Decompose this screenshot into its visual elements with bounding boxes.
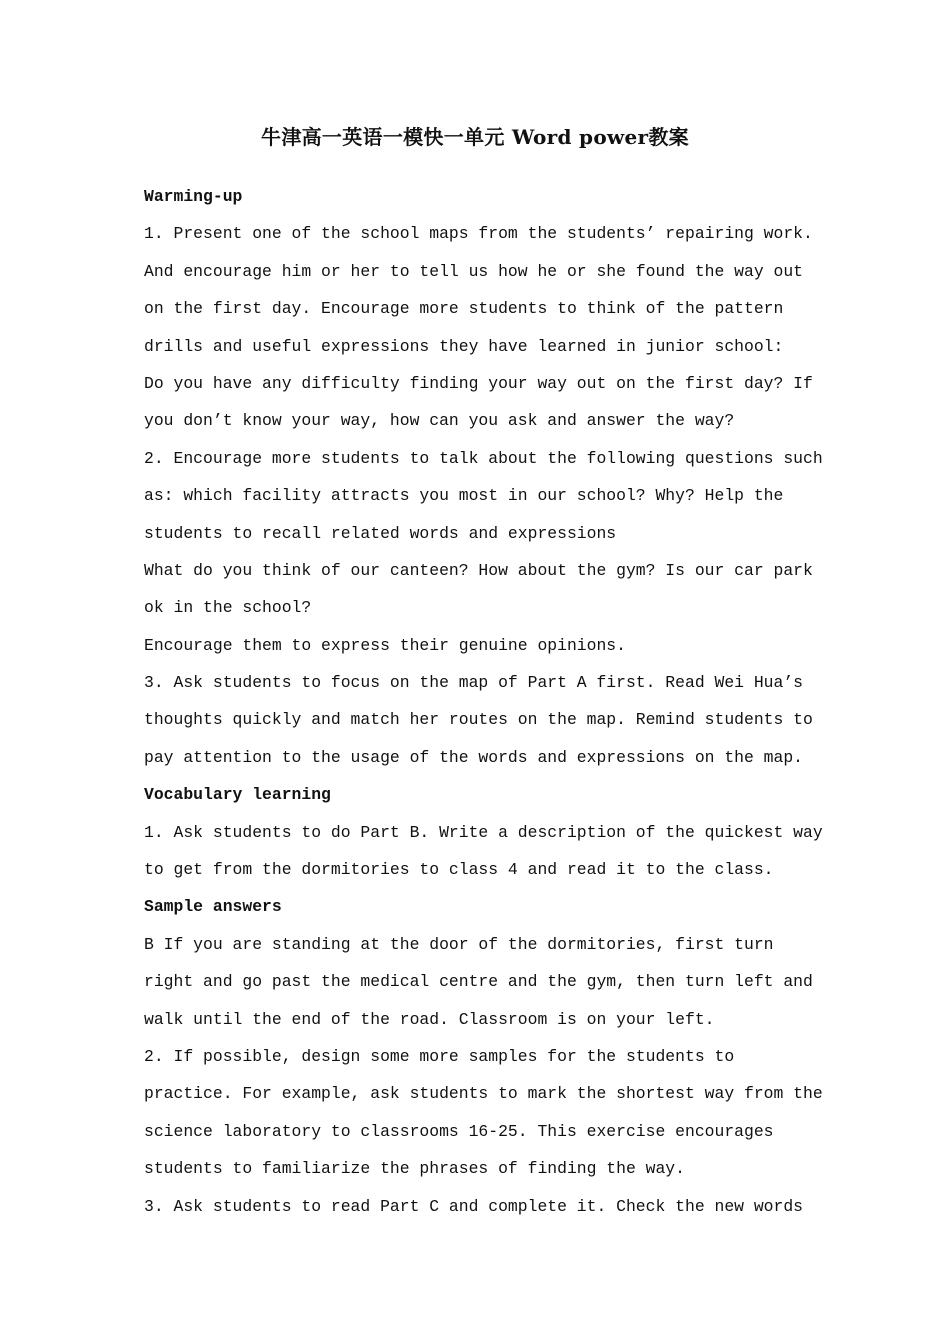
text-line: Encourage them to express their genuine opinions.: [144, 635, 626, 655]
text-line: students to recall related words and expressions: [144, 523, 617, 543]
text-line: 3. Ask students to focus on the map of Part A first. Read Wei Hua’s: [144, 673, 804, 693]
section-heading: Sample answers: [144, 897, 282, 917]
text-line: to get from the dormitories to class 4 and read it to the class.: [144, 860, 774, 880]
text-line: you don’t know your way, how can you ask and answer the way?: [144, 411, 735, 431]
text-line: practice. For example, ask students to mark the shortest way from the: [144, 1084, 823, 1104]
text-line: walk until the end of the road. Classroom is on your left.: [144, 1009, 715, 1029]
text-line: as: which facility attracts you most in our school? Why? Help the: [144, 486, 784, 506]
text-line: 3. Ask students to read Part C and complete it. Check the new words: [144, 1196, 804, 1216]
document-title: 牛津高一英语一模快一单元 Word power教案: [261, 125, 689, 149]
text-line: pay attention to the usage of the words and expressions on the map.: [144, 747, 804, 767]
text-line: science laboratory to classrooms 16-25. This exercise encourages: [144, 1121, 774, 1141]
text-line: 2. Encourage more students to talk about the following questions such: [144, 448, 823, 468]
text-line: What do you think of our canteen? How about the gym? Is our car park: [144, 560, 813, 580]
text-line: 2. If possible, design some more samples for the students to: [144, 1046, 735, 1066]
text-line: students to familiarize the phrases of finding the way.: [144, 1159, 685, 1179]
section-heading: Warming-up: [144, 187, 243, 206]
text-line: B If you are standing at the door of the dormitories, first turn: [144, 934, 774, 954]
text-line: And encourage him or her to tell us how he or she found the way out: [144, 261, 804, 281]
text-line: thoughts quickly and match her routes on the map. Remind students to: [144, 710, 813, 730]
text-line: Do you have any difficulty finding your way out on the first day? If: [144, 373, 813, 393]
text-line: 1. Present one of the school maps from the students’ repairing work.: [144, 224, 813, 244]
text-line: 1. Ask students to do Part B. Write a description of the quickest way: [144, 822, 823, 842]
text-line: right and go past the medical centre and the gym, then turn left and: [144, 972, 813, 992]
section-heading: Vocabulary learning: [144, 785, 331, 805]
text-line: drills and useful expressions they have learned in junior school:: [144, 336, 784, 356]
text-line: ok in the school?: [144, 598, 312, 618]
text-line: on the first day. Encourage more students to think of the pattern: [144, 299, 784, 319]
document-body: [144, 178, 823, 1225]
